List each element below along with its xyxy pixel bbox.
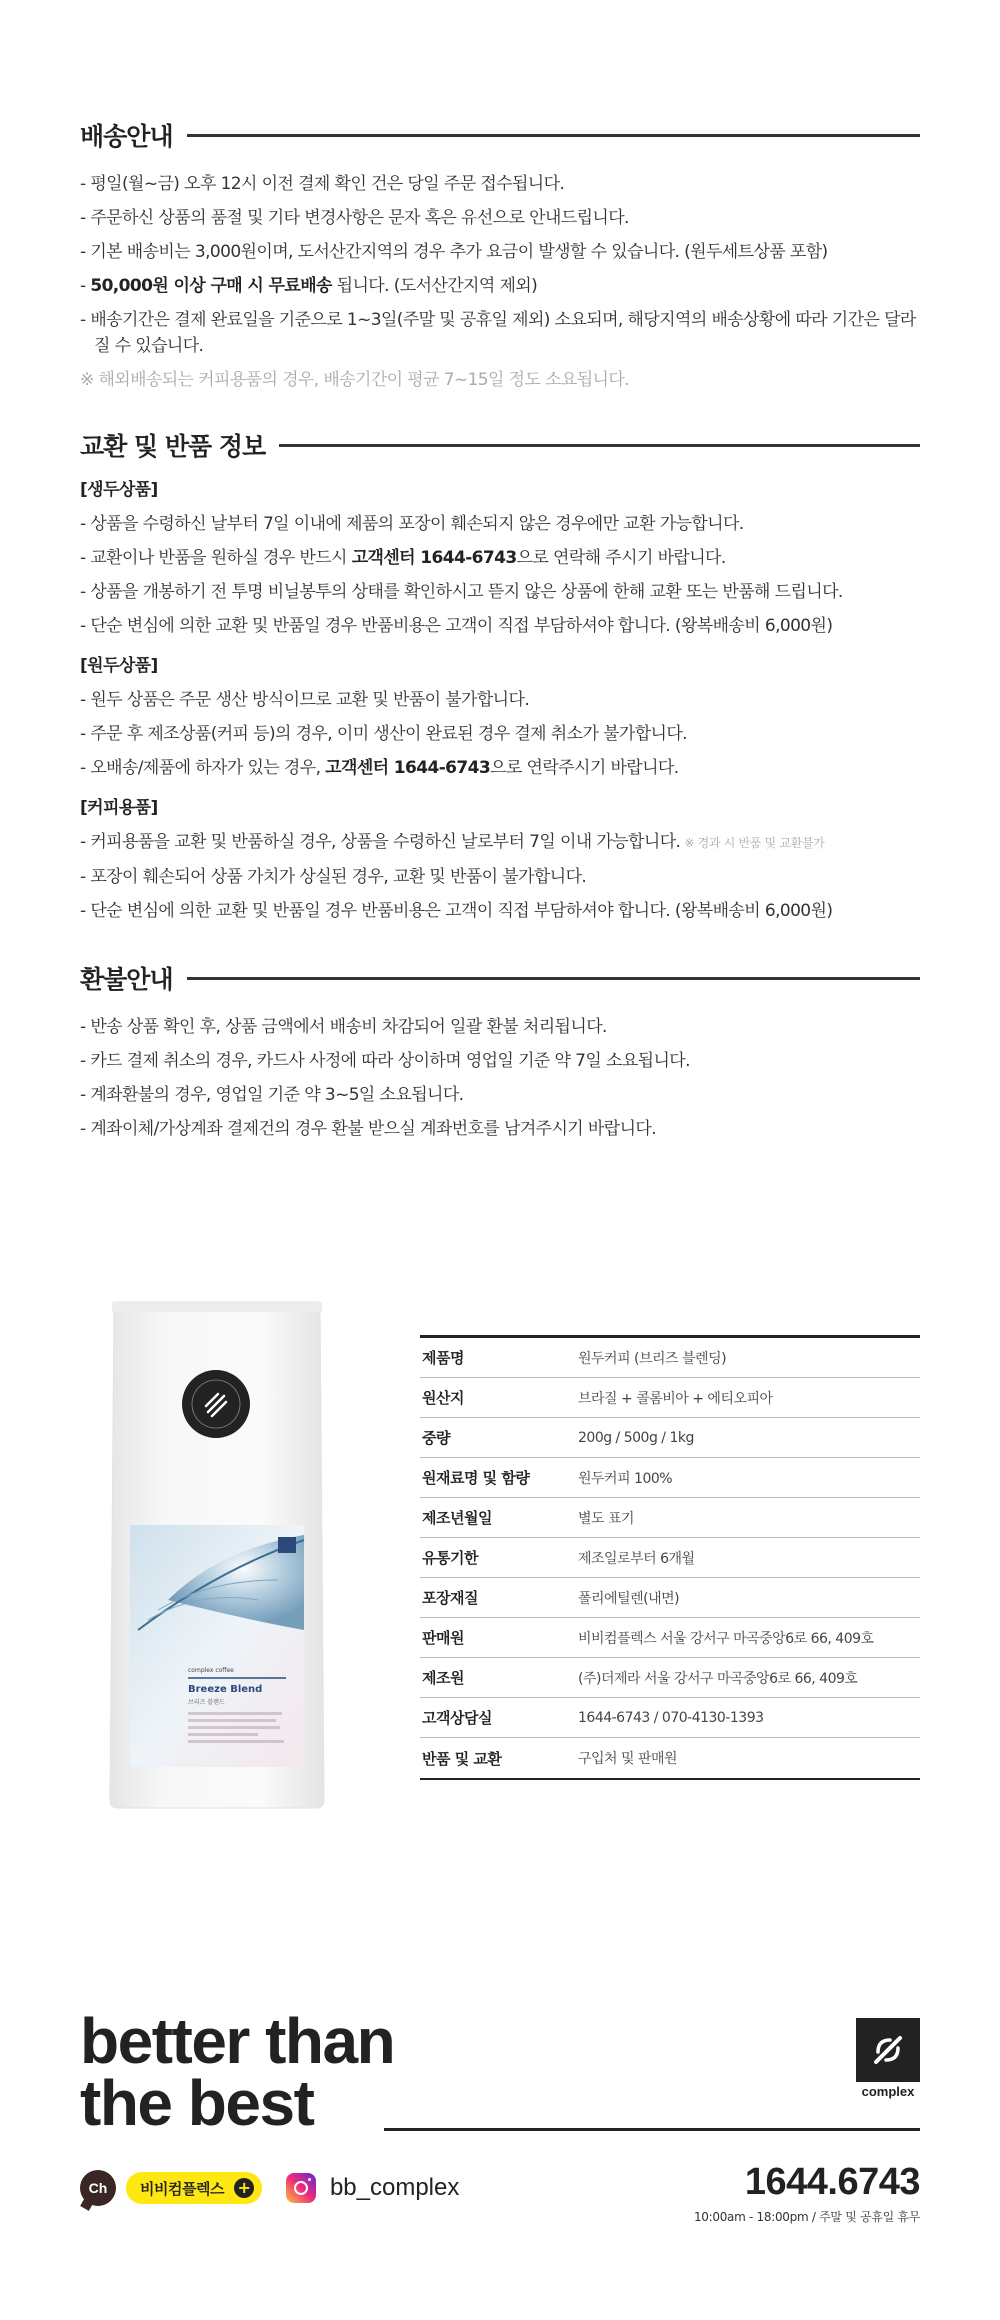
info-key: 포장재질 — [422, 1589, 478, 1607]
overseas-note: ※ 해외배송되는 커피용품의 경우, 배송기간이 평균 7~15일 정도 소요됩니다. — [80, 370, 629, 390]
list-item: - 기본 배송비는 3,000원이며, 도서산간지역의 경우 추가 요금이 발생할 수 있습니다. (원두세트상품 포함) — [80, 242, 828, 262]
list-item-suffix: 으로 연락주시기 바랍니다. — [490, 758, 679, 778]
exchange-section — [80, 425, 920, 928]
info-key: 고객상담실 — [422, 1709, 492, 1727]
info-value: 1644-6743 / 070-4130-1393 — [578, 1709, 764, 1726]
shipping-section — [80, 115, 920, 397]
info-value: 원두커피 100% — [578, 1470, 673, 1487]
table-row — [420, 1378, 920, 1418]
free-shipping-emphasis: 50,000원 이상 구매 시 무료배송 — [90, 276, 332, 296]
product-info-table — [420, 1335, 920, 1780]
roasted-bean-heading: [원두상품] — [80, 656, 158, 676]
info-value: 별도 표기 — [578, 1510, 635, 1527]
bag-product-name-kr: 브리즈 블렌드 — [188, 1699, 225, 1706]
list-item-text: - 커피용품을 교환 및 반품하실 경우, 상품을 수령하신 날로부터 7일 이내 가능합니다. — [80, 832, 681, 852]
list-item-free-shipping — [80, 269, 920, 303]
section-title: 교환 및 반품 정보 — [80, 432, 266, 461]
instagram-handle[interactable]: bb_complex — [329, 2174, 460, 2201]
footer-divider — [384, 2128, 920, 2131]
list-item-prefix: - — [80, 276, 91, 296]
list-item: - 평일(월~금) 오후 12시 이전 결제 확인 건은 당일 주문 접수됩니다. — [80, 174, 565, 194]
instagram-icon[interactable] — [286, 2173, 316, 2203]
list-item: - 단순 변심에 의한 교환 및 반품일 경우 반품비용은 고객이 직접 부담하셔야 합니다. (왕복배송비 6,000원) — [80, 901, 833, 921]
list-item: - 반송 상품 확인 후, 상품 금액에서 배송비 차감되어 일괄 환불 처리됩니다. — [80, 1017, 607, 1037]
table-row — [420, 1498, 920, 1538]
info-key: 유통기한 — [422, 1549, 478, 1567]
coffee-bag-image — [108, 1300, 326, 1810]
info-value: (주)더제라 서울 강서구 마곡중앙6로 66, 409호 — [578, 1670, 858, 1687]
table-row — [420, 1658, 920, 1698]
list-item: - 계좌이체/가상계좌 결제건의 경우 환불 받으실 계좌번호를 남겨주시기 바랍니다. — [80, 1119, 657, 1139]
list-item — [80, 825, 920, 860]
list-item: - 주문 후 제조상품(커피 등)의 경우, 이미 생산이 완료된 경우 결제 취소가 불가합니다. — [80, 724, 687, 744]
list-item: - 주문하신 상품의 품절 및 기타 변경사항은 문자 혹은 유선으로 안내드립니다. — [80, 208, 629, 228]
info-value: 원두커피 (브리즈 블렌딩) — [578, 1350, 727, 1367]
social-links — [80, 2168, 459, 2208]
list-item: - 포장이 훼손되어 상품 가치가 상실된 경우, 교환 및 반품이 불가합니다. — [80, 867, 587, 887]
info-key: 제조원 — [422, 1669, 464, 1687]
info-key: 반품 및 교환 — [422, 1749, 502, 1768]
customer-center-emphasis: 고객센터 1644-6743 — [351, 548, 517, 568]
complex-logo — [856, 2018, 920, 2099]
refund-section — [80, 958, 920, 1146]
bag-category: complex coffee — [188, 1667, 234, 1674]
table-row — [420, 1698, 920, 1738]
section-title: 배송안내 — [80, 122, 173, 151]
info-key: 중량 — [422, 1429, 450, 1447]
table-row — [420, 1618, 920, 1658]
list-item-suffix: 으로 연락해 주시기 바랍니다. — [516, 548, 726, 568]
no-return-note: ※ 경과 시 반품 및 교환불가 — [684, 836, 825, 850]
info-key: 원산지 — [422, 1389, 464, 1407]
section-title: 환불안내 — [80, 965, 173, 994]
list-item — [80, 541, 920, 575]
info-value: 비비컴플렉스 서울 강서구 마곡중앙6로 66, 409호 — [578, 1630, 874, 1647]
green-bean-heading: [생두상품] — [80, 480, 158, 500]
brand-slogan — [80, 2005, 395, 2139]
kakao-channel-icon[interactable]: Ch — [80, 2170, 116, 2206]
slogan-line: better than — [80, 2005, 395, 2077]
list-item: - 계좌환불의 경우, 영업일 기준 약 3~5일 소요됩니다. — [80, 1085, 464, 1105]
refund-header — [80, 958, 920, 998]
section-divider — [187, 977, 920, 980]
info-key: 판매원 — [422, 1629, 464, 1647]
shipping-header — [80, 115, 920, 155]
table-row — [420, 1458, 920, 1498]
list-item-prefix: - 교환이나 반품을 원하실 경우 반드시 — [80, 548, 352, 568]
refund-list — [80, 1010, 920, 1146]
info-key: 제조년월일 — [422, 1509, 492, 1527]
table-row — [420, 1738, 920, 1778]
phone-number[interactable]: 1644.6743 — [744, 2161, 920, 2203]
shipping-list — [80, 167, 920, 397]
customer-center-emphasis: 고객센터 1644-6743 — [325, 758, 491, 778]
list-item: - 단순 변심에 의한 교환 및 반품일 경우 반품비용은 고객이 직접 부담하셔야 합니다. (왕복배송비 6,000원) — [80, 616, 833, 636]
list-item: - 카드 결제 취소의 경우, 카드사 사정에 따라 상이하며 영업일 기준 약 7일 소요됩니다. — [80, 1051, 690, 1071]
list-item: - 상품을 수령하신 날부터 7일 이내에 제품의 포장이 훼손되지 않은 경우에만 교환 가능합니다. — [80, 514, 744, 534]
list-item-prefix: - 오배송/제품에 하자가 있는 경우, — [80, 758, 326, 778]
contact-block — [694, 2160, 920, 2225]
section-divider — [187, 134, 920, 137]
plus-icon: + — [234, 2178, 254, 2198]
table-row — [420, 1338, 920, 1378]
info-value: 구입처 및 판매원 — [578, 1751, 678, 1767]
business-hours: 10:00am - 18:00pm / 주말 및 공휴일 휴무 — [693, 2210, 920, 2224]
exchange-list — [80, 473, 920, 928]
list-item-delivery-period: - 배송기간은 결제 완료일을 기준으로 1~3일(주말 및 공휴일 제외) 소요되며, 해당지역의 배송상황에 따라 기간은 달라질 수 있습니다. — [80, 310, 916, 356]
info-key: 제품명 — [422, 1349, 464, 1367]
slogan-line: the best — [80, 2067, 314, 2139]
list-item: - 상품을 개봉하기 전 투명 비닐봉투의 상태를 확인하시고 뜯지 않은 상품에 한해 교환 또는 반품해 드립니다. — [80, 582, 843, 602]
bag-product-name: Breeze Blend — [188, 1684, 263, 1695]
info-value: 브라질 + 콜롬비아 + 에티오피아 — [578, 1390, 773, 1407]
supplies-heading: [커피용품] — [80, 798, 158, 818]
info-value: 200g / 500g / 1kg — [578, 1429, 694, 1446]
complex-logo-icon — [856, 2018, 920, 2082]
section-divider — [279, 444, 920, 447]
table-row — [420, 1418, 920, 1458]
list-item — [80, 751, 920, 785]
list-item-suffix: 됩니다. (도서산간지역 제외) — [331, 276, 538, 296]
kakao-channel-label: 비비컴플렉스 — [140, 2179, 224, 2198]
table-row — [420, 1538, 920, 1578]
exchange-header — [80, 425, 920, 465]
info-value: 제조일로부터 6개월 — [578, 1550, 695, 1567]
kakao-channel-button[interactable] — [126, 2172, 262, 2204]
brand-name: complex — [861, 2084, 915, 2099]
list-item: - 원두 상품은 주문 생산 방식이므로 교환 및 반품이 불가합니다. — [80, 690, 530, 710]
table-row — [420, 1578, 920, 1618]
info-value: 폴리에틸렌(내면) — [578, 1590, 680, 1607]
info-key: 원재료명 및 함량 — [422, 1469, 530, 1487]
